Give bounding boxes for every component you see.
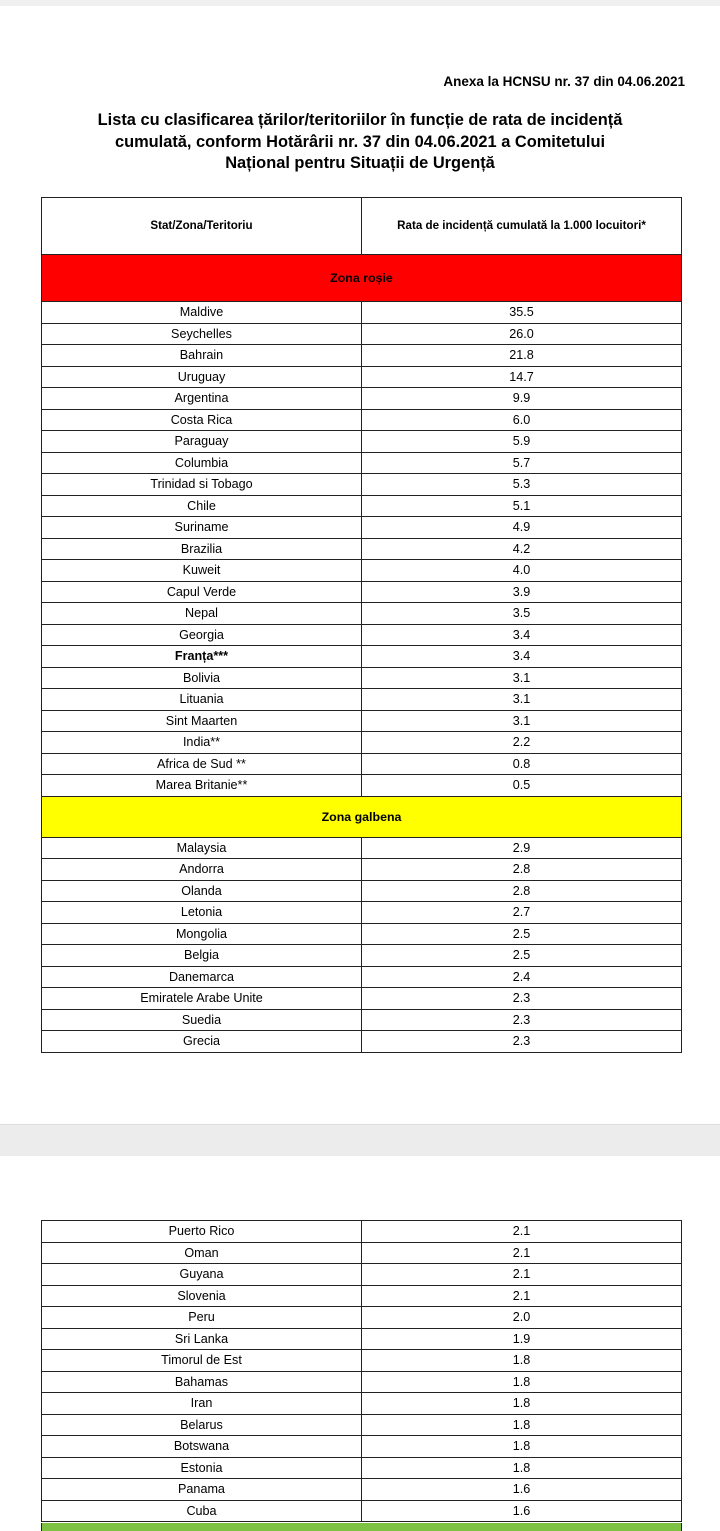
rate-cell: 5.9 xyxy=(362,431,682,453)
table-row xyxy=(42,345,682,367)
table-row xyxy=(42,581,682,603)
rate-cell: 21.8 xyxy=(362,345,682,367)
rate-cell: 1.8 xyxy=(362,1436,682,1458)
country-cell: Argentina xyxy=(42,388,362,410)
table-row xyxy=(42,923,682,945)
country-cell: Belgia xyxy=(42,945,362,967)
rate-cell: 2.1 xyxy=(362,1285,682,1307)
zone-label: Zona galbena xyxy=(42,796,682,837)
table-row xyxy=(42,1436,682,1458)
country-cell: Cuba xyxy=(42,1500,362,1522)
country-cell: Emiratele Arabe Unite xyxy=(42,988,362,1010)
table-row xyxy=(42,1500,682,1522)
country-cell: Mongolia xyxy=(42,923,362,945)
country-cell: Georgia xyxy=(42,624,362,646)
classification-table-continued xyxy=(41,1220,682,1522)
country-cell: Estonia xyxy=(42,1457,362,1479)
table-row xyxy=(42,902,682,924)
country-cell: Trinidad si Tobago xyxy=(42,474,362,496)
country-cell: Botswana xyxy=(42,1436,362,1458)
rate-cell: 6.0 xyxy=(362,409,682,431)
rate-cell: 9.9 xyxy=(362,388,682,410)
rate-cell: 4.2 xyxy=(362,538,682,560)
country-cell: Lituania xyxy=(42,689,362,711)
table-row xyxy=(42,945,682,967)
rate-cell: 3.4 xyxy=(362,646,682,668)
country-cell: Belarus xyxy=(42,1414,362,1436)
country-cell: Nepal xyxy=(42,603,362,625)
document-title: Lista cu clasificarea țărilor/teritoriilor în funcție de rata de incidență cumulată, conform Hotărârii nr. 37 din 04.06.2021 a Comitetului Național pentru Situații de Urgență xyxy=(97,111,623,172)
table-header-row xyxy=(42,198,682,255)
rate-cell: 1.6 xyxy=(362,1500,682,1522)
rate-cell: 3.5 xyxy=(362,603,682,625)
table-row xyxy=(42,646,682,668)
table-row xyxy=(42,837,682,859)
rate-cell: 2.5 xyxy=(362,923,682,945)
rate-cell: 1.8 xyxy=(362,1371,682,1393)
document-page-2 xyxy=(0,1156,720,1529)
table-row xyxy=(42,624,682,646)
country-cell: Capul Verde xyxy=(42,581,362,603)
table-row xyxy=(42,710,682,732)
rate-cell: 0.8 xyxy=(362,753,682,775)
country-cell: Maldive xyxy=(42,302,362,324)
table-row xyxy=(42,538,682,560)
country-cell: Marea Britanie** xyxy=(42,775,362,797)
country-cell: Seychelles xyxy=(42,323,362,345)
rate-cell: 4.0 xyxy=(362,560,682,582)
country-cell: Slovenia xyxy=(42,1285,362,1307)
zone-header-row xyxy=(42,255,682,302)
rate-cell: 5.1 xyxy=(362,495,682,517)
table-row xyxy=(42,1328,682,1350)
country-cell: Brazilia xyxy=(42,538,362,560)
table-row xyxy=(42,1264,682,1286)
rate-cell: 2.3 xyxy=(362,988,682,1010)
green-zone-row-partial xyxy=(41,1523,682,1531)
rate-cell: 2.5 xyxy=(362,945,682,967)
country-cell: Oman xyxy=(42,1242,362,1264)
table-row xyxy=(42,388,682,410)
country-cell: Malaysia xyxy=(42,837,362,859)
rate-cell: 2.0 xyxy=(362,1307,682,1329)
rate-cell: 2.3 xyxy=(362,1031,682,1053)
rate-cell: 35.5 xyxy=(362,302,682,324)
table-row xyxy=(42,1307,682,1329)
table-row xyxy=(42,474,682,496)
rate-cell: 2.1 xyxy=(362,1264,682,1286)
country-cell: Grecia xyxy=(42,1031,362,1053)
table-row xyxy=(42,1414,682,1436)
rate-cell: 1.6 xyxy=(362,1479,682,1501)
annex-reference: Anexa la HCNSU nr. 37 din 04.06.2021 xyxy=(443,74,685,89)
table-row xyxy=(42,689,682,711)
table-row xyxy=(42,1479,682,1501)
country-cell: Columbia xyxy=(42,452,362,474)
rate-cell: 2.1 xyxy=(362,1221,682,1243)
country-cell: Bahamas xyxy=(42,1371,362,1393)
country-cell: Puerto Rico xyxy=(42,1221,362,1243)
country-cell: Iran xyxy=(42,1393,362,1415)
country-cell: Peru xyxy=(42,1307,362,1329)
table-row xyxy=(42,1371,682,1393)
rate-cell: 2.9 xyxy=(362,837,682,859)
classification-table xyxy=(41,197,682,1053)
table-row xyxy=(42,517,682,539)
document-page-1 xyxy=(0,6,720,1124)
table-row xyxy=(42,775,682,797)
rate-cell: 3.4 xyxy=(362,624,682,646)
rate-cell: 2.3 xyxy=(362,1009,682,1031)
rate-cell: 1.8 xyxy=(362,1414,682,1436)
table-row xyxy=(42,1457,682,1479)
country-cell: Suedia xyxy=(42,1009,362,1031)
rate-cell: 1.8 xyxy=(362,1393,682,1415)
table-row xyxy=(42,409,682,431)
page-separator xyxy=(0,1124,720,1157)
table-row xyxy=(42,966,682,988)
country-cell: Guyana xyxy=(42,1264,362,1286)
zone-label: Zona roșie xyxy=(42,255,682,302)
table-row xyxy=(42,302,682,324)
country-cell: Letonia xyxy=(42,902,362,924)
table-row xyxy=(42,1285,682,1307)
rate-cell: 2.4 xyxy=(362,966,682,988)
rate-cell: 1.9 xyxy=(362,1328,682,1350)
country-cell: Uruguay xyxy=(42,366,362,388)
rate-cell: 3.1 xyxy=(362,710,682,732)
rate-cell: 2.8 xyxy=(362,880,682,902)
country-cell: Franța*** xyxy=(42,646,362,668)
table-row xyxy=(42,1242,682,1264)
rate-cell: 2.8 xyxy=(362,859,682,881)
table-row xyxy=(42,1031,682,1053)
rate-cell: 4.9 xyxy=(362,517,682,539)
table-row xyxy=(42,859,682,881)
rate-cell: 5.3 xyxy=(362,474,682,496)
country-cell: Andorra xyxy=(42,859,362,881)
country-cell: Sri Lanka xyxy=(42,1328,362,1350)
rate-cell: 3.1 xyxy=(362,667,682,689)
country-cell: Sint Maarten xyxy=(42,710,362,732)
rate-cell: 2.2 xyxy=(362,732,682,754)
table-row xyxy=(42,753,682,775)
rate-cell: 2.1 xyxy=(362,1242,682,1264)
zone-header-row xyxy=(42,796,682,837)
table-row xyxy=(42,1393,682,1415)
table-row xyxy=(42,452,682,474)
country-cell: Danemarca xyxy=(42,966,362,988)
country-cell: Paraguay xyxy=(42,431,362,453)
table-row xyxy=(42,495,682,517)
table-row xyxy=(42,560,682,582)
table-row xyxy=(42,366,682,388)
column-header-country: Stat/Zona/Teritoriu xyxy=(42,198,362,255)
table-row xyxy=(42,431,682,453)
rate-cell: 2.7 xyxy=(362,902,682,924)
column-header-rate: Rata de incidență cumulată la 1.000 locuitori* xyxy=(362,198,682,255)
country-cell: India** xyxy=(42,732,362,754)
table-row xyxy=(42,880,682,902)
rate-cell: 14.7 xyxy=(362,366,682,388)
table-row xyxy=(42,603,682,625)
country-cell: Timorul de Est xyxy=(42,1350,362,1372)
country-cell: Suriname xyxy=(42,517,362,539)
table-row xyxy=(42,732,682,754)
rate-cell: 26.0 xyxy=(362,323,682,345)
country-cell: Africa de Sud ** xyxy=(42,753,362,775)
rate-cell: 1.8 xyxy=(362,1350,682,1372)
country-cell: Bahrain xyxy=(42,345,362,367)
country-cell: Chile xyxy=(42,495,362,517)
country-cell: Olanda xyxy=(42,880,362,902)
country-cell: Costa Rica xyxy=(42,409,362,431)
table-row xyxy=(42,1009,682,1031)
country-cell: Panama xyxy=(42,1479,362,1501)
rate-cell: 5.7 xyxy=(362,452,682,474)
rate-cell: 3.1 xyxy=(362,689,682,711)
table-row xyxy=(42,988,682,1010)
country-cell: Kuweit xyxy=(42,560,362,582)
table-row xyxy=(42,323,682,345)
rate-cell: 0.5 xyxy=(362,775,682,797)
table-row xyxy=(42,1221,682,1243)
rate-cell: 3.9 xyxy=(362,581,682,603)
rate-cell: 1.8 xyxy=(362,1457,682,1479)
table-row xyxy=(42,1350,682,1372)
table-row xyxy=(42,667,682,689)
country-cell: Bolivia xyxy=(42,667,362,689)
